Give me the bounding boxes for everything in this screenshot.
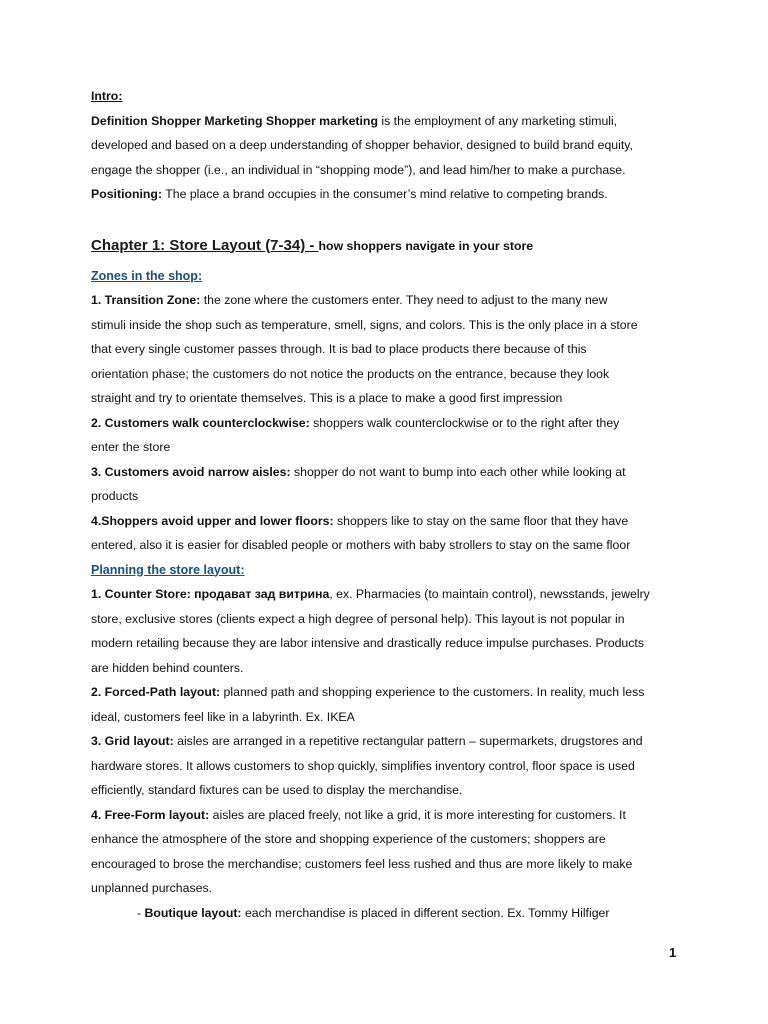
zone-item-2-line-1 — [91, 411, 691, 436]
document-page — [91, 84, 691, 925]
zone-item-2-label: 2. Customers walk counterclockwise: — [91, 415, 310, 430]
zone-item-4-text: shoppers like to stay on the same floor that they have — [333, 513, 629, 528]
plan-item-4-label: 4. Free-Form layout: — [91, 807, 210, 822]
plan-item-2-label: 2. Forced-Path layout: — [91, 685, 221, 699]
plan-item-3-text: aisles are arranged in a repetitive rectangular pattern – supermarkets, drugstores and — [173, 734, 643, 748]
positioning-text: The place a brand occupies in the consumer’s mind relative to competing brands. — [162, 187, 608, 201]
zone-item-1-line-4: orientation phase; the customers do not notice the products on the entrance, because they look — [91, 366, 610, 381]
definition-line-2: developed and based on a deep understanding of shopper behavior, designed to build brand equity, — [91, 138, 633, 152]
definition-text: is the employment of any marketing stimuli, — [377, 113, 618, 128]
plan-item-1-bold-extra: продават зад витрина — [190, 587, 330, 601]
chapter-subtitle: how shoppers navigate in your store — [318, 238, 534, 253]
definition-label: Definition Shopper Marketing Shopper marketing — [91, 113, 378, 128]
positioning-line — [91, 182, 691, 207]
plan-item-4-text: aisles are placed freely, not like a grid, it is more interesting for customers. It — [209, 807, 626, 822]
planning-heading: Planning the store layout: — [91, 562, 245, 577]
plan-item-2-text: planned path and shopping experience to the customers. In reality, much less — [220, 685, 645, 699]
zone-item-1-line-1 — [91, 288, 691, 313]
boutique-dash: - — [137, 905, 145, 920]
boutique-label: Boutique layout: — [144, 905, 242, 920]
chapter-heading — [91, 234, 691, 258]
positioning-label: Positioning: — [91, 187, 163, 201]
zones-heading: Zones in the shop: — [91, 268, 203, 283]
page-number: 1 — [669, 945, 677, 960]
definition-line-1 — [91, 109, 691, 134]
plan-item-3-line-1 — [91, 729, 691, 754]
zone-item-2-text: shoppers walk counterclockwise or to the right after they — [309, 415, 620, 430]
plan-item-1-line-3: modern retailing because they are labor intensive and drastically reduce impulse purchases. Products — [91, 636, 644, 650]
zone-item-2-line-2: enter the store — [91, 440, 171, 454]
zone-item-3-text: shopper do not want to bump into each other while looking at — [290, 464, 626, 479]
zone-item-1-label: 1. Transition Zone: — [91, 293, 201, 307]
chapter-title: Chapter 1: Store Layout (7-34) - — [91, 236, 319, 254]
plan-item-4-line-3: encouraged to brose the merchandise; customers feel less rushed and thus are more likely to make — [91, 856, 633, 871]
plan-item-3-line-3: efficiently, standard fixtures can be used to display the merchandise. — [91, 783, 463, 797]
zone-item-1-line-5: straight and try to orientate themselves. This is a place to make a good first impression — [91, 391, 563, 405]
boutique-line — [91, 901, 691, 926]
boutique-text: each merchandise is placed in different section. Ex. Tommy Hilfiger — [241, 905, 610, 920]
zone-item-3-line-2: products — [91, 489, 139, 503]
plan-item-4-line-4: unplanned purchases. — [91, 881, 213, 895]
zone-item-4-label: 4.Shoppers avoid upper and lower floors: — [91, 513, 334, 528]
zone-item-3-line-1 — [91, 460, 691, 485]
spacer — [91, 207, 691, 220]
plan-item-3-label: 3. Grid layout: — [91, 734, 174, 748]
zone-item-1-line-3: that every single customer passes through. It is bad to place products there because of this — [91, 342, 587, 356]
plan-item-1-label: 1. Counter Store: — [91, 587, 191, 601]
zone-item-4-line-2: entered, also it is easier for disabled people or mothers with baby strollers to stay on the same floor — [91, 538, 631, 552]
plan-item-1-line-1 — [91, 582, 691, 607]
zone-item-3-label: 3. Customers avoid narrow aisles: — [91, 464, 291, 479]
plan-item-4-line-1 — [91, 803, 691, 828]
zone-item-4-line-1 — [91, 509, 691, 534]
plan-item-4-line-2: enhance the atmosphere of the store and shopping experience of the customers; shoppers are — [91, 832, 606, 846]
intro-heading: Intro: — [91, 89, 123, 103]
definition-line-3: engage the shopper (i.e., an individual in “shopping mode”), and lead him/her to make a purchase. — [91, 162, 626, 177]
plan-item-1-text: , ex. Pharmacies (to maintain control), newsstands, jewelry — [329, 587, 650, 601]
plan-item-1-line-2: store, exclusive stores (clients expect a high degree of personal help). This layout is not popular in — [91, 611, 625, 626]
plan-item-1-line-4: are hidden behind counters. — [91, 660, 244, 675]
plan-item-2-line-1 — [91, 680, 691, 705]
zone-item-1-text: the zone where the customers enter. They need to adjust to the many new — [200, 293, 608, 307]
plan-item-3-line-2: hardware stores. It allows customers to shop quickly, simplifies inventory control, floor space is used — [91, 758, 635, 773]
plan-item-2-line-2: ideal, customers feel like in a labyrinth. Ex. IKEA — [91, 709, 355, 724]
zone-item-1-line-2: stimuli inside the shop such as temperature, smell, signs, and colors. This is the only place in a store — [91, 317, 638, 332]
